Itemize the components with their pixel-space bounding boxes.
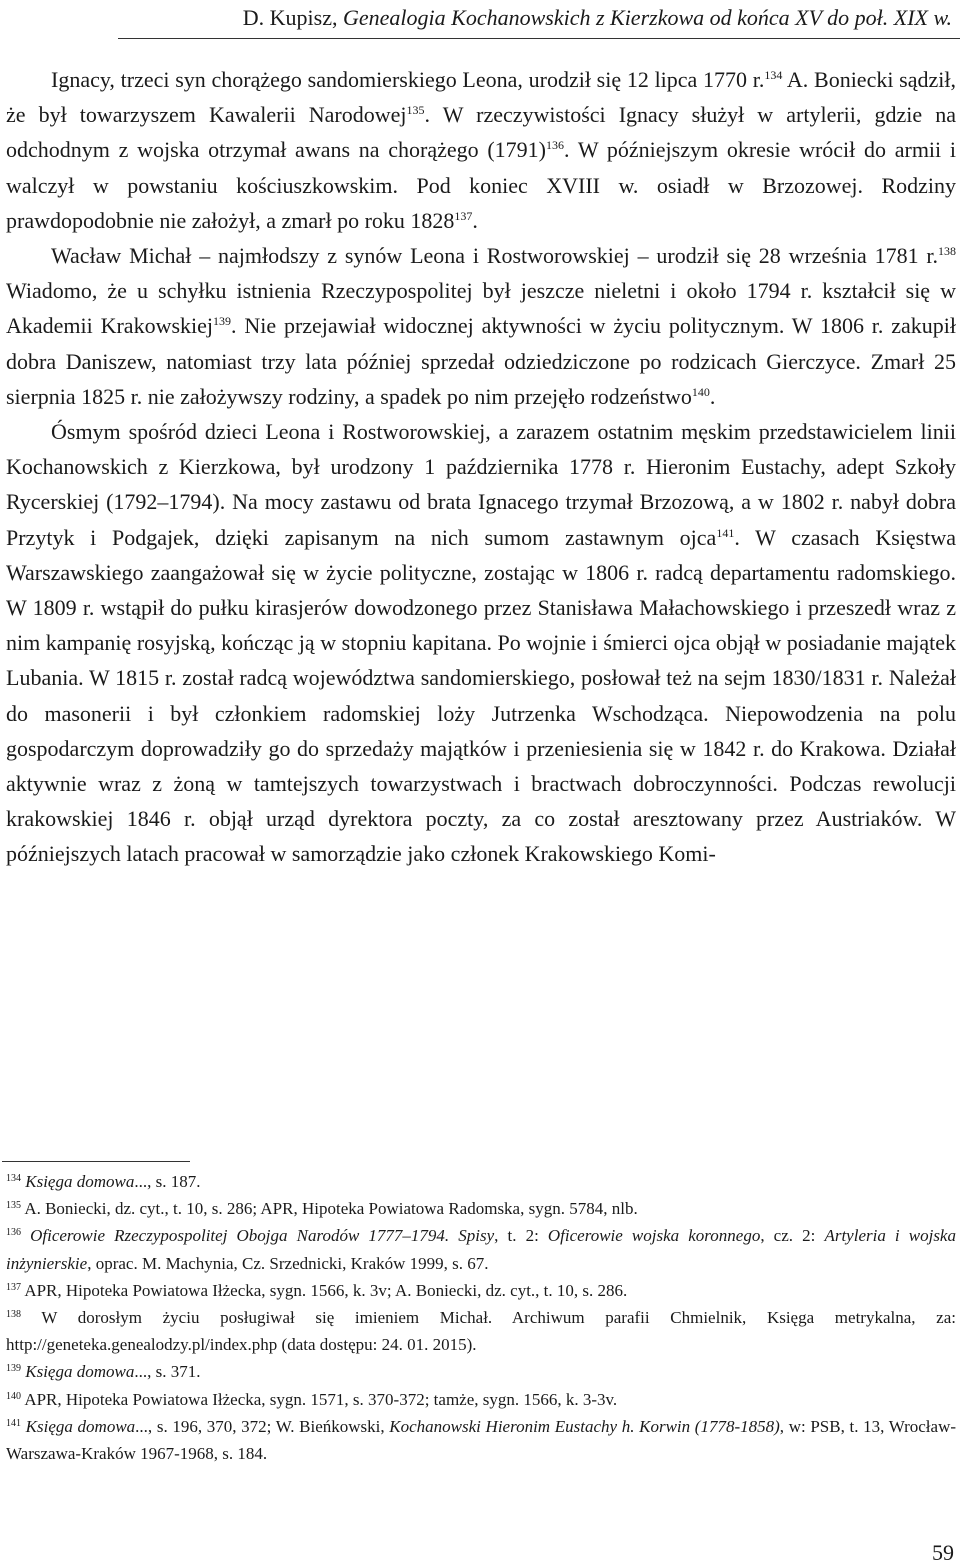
footnote-text: , w: PSB, t. 13, Wrocław-Warszawa-Kraków 1967-1968, s. 184. (6, 1416, 957, 1464)
paragraph-waclaw (6, 238, 956, 414)
text-run: Ósmym spośród dzieci Leona i Rostworowskiej, a zarazem ostatnim męskim przedstawicielem linii Kochanowskich z Kierzkowa, był urodzony 1 października 1778 r. Hieronim Eustachy, adept Szkoły Rycerskiej (1792–1794). Na mocy zastawu od brata Ignacego trzymał Brzozową, a w 1802 r. nabył dobra Przytyk i Podgajek, dzięki zapisanym na nich sumom zastawnym ojca (6, 419, 956, 550)
text-run: . (709, 383, 716, 409)
paragraph-hieronim (6, 414, 956, 872)
footnote-text: , cz. 2: (760, 1226, 825, 1246)
footnote-137 (6, 1277, 956, 1304)
footnote-text: APR, Hipoteka Powiatowa Iłżecka, sygn. 1571, s. 370-372; tamże, sygn. 1566, k. 3-3v. (24, 1389, 618, 1409)
footnote-number: 134 (6, 1173, 21, 1184)
text-run: . W późniejszym okresie wrócił do armii i walczył w powstaniu kościuszkowskim. Pod koniec XVIII w. osiadł w Brzozowej. Rodziny prawdopodobnie nie założył, a zmarł po roku 1828 (6, 137, 956, 233)
running-header-text (243, 4, 952, 32)
footnote-ref-139: 139 (213, 314, 232, 329)
footnote-italic: Księga domowa (25, 1416, 136, 1436)
footnote-separator (2, 1161, 190, 1162)
text-run: . W rzeczywistości Ignacy służył w artylerii, gdzie na odchodnym z wojska otrzymał awans na chorążego (1791) (6, 102, 956, 163)
footnote-140 (6, 1386, 956, 1413)
footnote-number: 137 (6, 1281, 21, 1293)
footnote-number: 140 (6, 1390, 21, 1402)
footnote-138 (6, 1304, 956, 1358)
footnote-134 (6, 1168, 956, 1195)
footnote-text: APR, Hipoteka Powiatowa Iłżecka, sygn. 1566, k. 3v; A. Boniecki, dz. cyt., t. 10, s. 286. (24, 1280, 628, 1300)
footnote-italic: Kochanowski Hieronim Eustachy h. Korwin (1778-1858) (389, 1416, 780, 1436)
header-title: Genealogia Kochanowskich z Kierzkowa od końca XV do poł. XIX w. (343, 5, 952, 30)
text-run: Ignacy, trzeci syn chorążego sandomierskiego Leona, urodził się 12 lipca 1770 r. (51, 67, 765, 92)
footnote-ref-135: 135 (406, 103, 425, 118)
footnote-text: , t. 2: (494, 1226, 548, 1246)
running-header (0, 0, 960, 44)
footnote-italic: Księga domowa (25, 1362, 135, 1382)
footnotes (6, 1168, 956, 1467)
footnote-number: 139 (6, 1363, 21, 1375)
footnote-number: 141 (6, 1417, 21, 1429)
footnote-ref-140: 140 (691, 384, 710, 399)
footnote-text: A. Boniecki, dz. cyt., t. 10, s. 286; APR, Hipoteka Powiatowa Radomska, sygn. 5784, nlb. (24, 1199, 638, 1219)
footnote-ref-141: 141 (716, 525, 735, 540)
text-run: A. Boniecki sądził, że był towarzyszem Kawalerii Narodowej (6, 67, 956, 128)
footnote-number: 136 (6, 1227, 21, 1239)
footnote-italic: Artyleria i wojska inżynierskie (6, 1226, 956, 1273)
footnote-italic: Oficerowie Rzeczypospolitej Obojga Narodów 1777–1794. Spisy (30, 1226, 495, 1246)
main-text (6, 62, 956, 872)
page-number: 59 (932, 1540, 954, 1565)
text-run: . (472, 207, 478, 233)
footnote-text: ..., s. 371. (134, 1362, 201, 1382)
paragraph-ignacy (6, 62, 956, 238)
footnote-italic: Oficerowie wojska koronnego (547, 1226, 761, 1246)
footnote-135 (6, 1195, 956, 1222)
footnote-number: 138 (6, 1309, 21, 1321)
footnote-text: ..., s. 187. (134, 1172, 201, 1191)
footnote-text: W dorosłym życiu posługiwał się imieniem Michał. Archiwum parafii Chmielnik, Księga metrykalna, za: http://geneteka.genealodzy.pl/index.php (data dostępu: 24. 01. 2015). (6, 1308, 956, 1355)
text-run: . W czasach Księstwa Warszawskiego zaangażował się w życie polityczne, zostając w 1806 r. radcą departamentu radomskiego. W 1809 r. wstąpił do pułku kirasjerów dowodzonego przez Stanisława Małachowskiego i przeszedł wraz z nim kampanię rosyjską, kończąc ją w stopniu kapitana. Po wojnie i śmierci ojca objął w posiadanie majątek Lubania. W 1815 r. został radcą województwa sandomierskiego, posłował też na sejm 1830/1831 r. Należał do masonerii i był członkiem radomskiej loży Jutrzenka Wschodząca. Niepowodzenia na polu gospodarczym doprowadziły go do sprzedaży majątków i przeniesienia się w 1842 r. do Krakowa. Działał aktywnie wraz z żoną w tamtejszych towarzystwach i bractwach dobroczynności. Podczas rewolucji krakowskiej 1846 r. objął urząd dyrektora poczty, za co został aresztowany przez Austriaków. W późniejszych latach pracował w samorządzie jako członek Krakowskiego Komi- (6, 524, 956, 867)
footnote-ref-138: 138 (938, 244, 956, 259)
header-author: D. Kupisz, (242, 5, 343, 30)
footnote-141 (6, 1413, 956, 1467)
footnote-136 (6, 1222, 956, 1276)
footnote-text: , oprac. M. Machynia, Cz. Srzednicki, Kraków 1999, s. 67. (87, 1253, 489, 1273)
footnote-text: ..., s. 196, 370, 372; W. Bieńkowski, (135, 1416, 390, 1436)
footnote-ref-136: 136 (546, 138, 564, 153)
footnote-ref-137: 137 (454, 208, 473, 223)
footnote-number: 135 (6, 1200, 21, 1212)
text-run: Wiadomo, że u schyłku istnienia Rzeczypospolitej był jeszcze nieletni i około 1794 r. kształcił się w Akademii Krakowskiej (6, 278, 956, 339)
footnote-ref-134: 134 (764, 68, 783, 82)
header-rule (118, 38, 960, 39)
footnote-139 (6, 1358, 956, 1385)
footnote-italic: Księga domowa (25, 1172, 135, 1191)
text-run: . Nie przejawiał widocznej aktywności w życiu politycznym. W 1806 r. zakupił dobra Daniszew, natomiast trzy lata później sprzedał odziedziczone po rodzicach Gierczyce. Zmarł 25 sierpnia 1825 r. nie założywszy rodziny, a spadek po nim przejęło rodzeństwo (6, 313, 957, 409)
text-run: Wacław Michał – najmłodszy z synów Leona i Rostworowskiej – urodził się 28 września 1781 r. (51, 243, 938, 269)
